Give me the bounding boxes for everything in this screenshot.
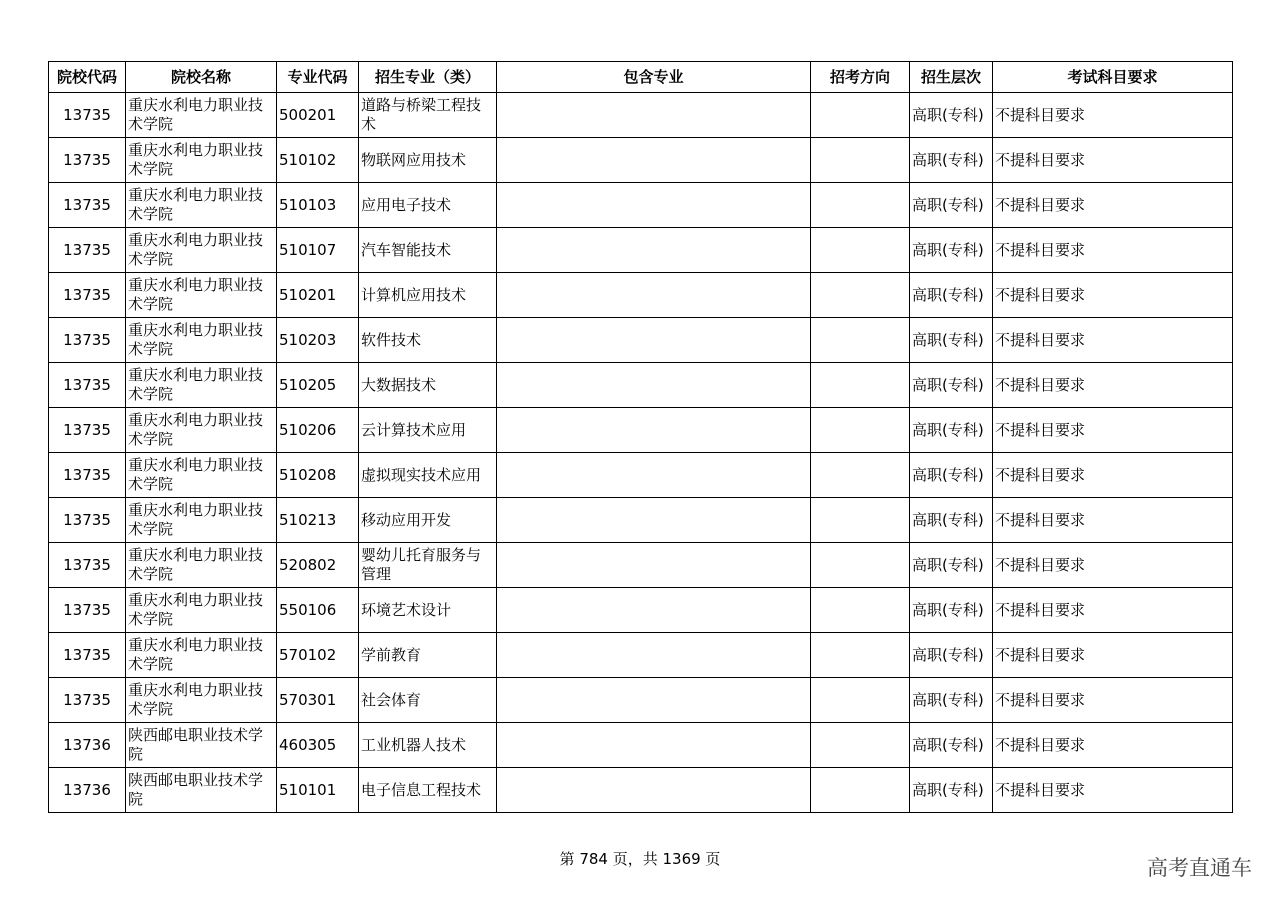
cell-requirement: 不提科目要求 <box>993 408 1233 453</box>
table-row <box>49 678 1233 723</box>
cell-major: 电子信息工程技术 <box>359 768 497 813</box>
cell-requirement: 不提科目要求 <box>993 273 1233 318</box>
cell-school-name: 重庆水利电力职业技术学院 <box>126 408 277 453</box>
cell-direction <box>811 363 910 408</box>
cell-major: 环境艺术设计 <box>359 588 497 633</box>
cell-school-code: 13735 <box>49 318 126 363</box>
cell-major: 移动应用开发 <box>359 498 497 543</box>
cell-level: 高职(专科) <box>910 408 993 453</box>
cell-school-name: 重庆水利电力职业技术学院 <box>126 138 277 183</box>
header-major: 招生专业（类） <box>359 62 497 93</box>
cell-level: 高职(专科) <box>910 768 993 813</box>
cell-level: 高职(专科) <box>910 498 993 543</box>
cell-major-code: 550106 <box>277 588 359 633</box>
cell-major-code: 510201 <box>277 273 359 318</box>
cell-major: 道路与桥梁工程技术 <box>359 93 497 138</box>
cell-major-code: 510107 <box>277 228 359 273</box>
cell-school-code: 13736 <box>49 768 126 813</box>
cell-included-majors <box>497 93 811 138</box>
cell-requirement: 不提科目要求 <box>993 318 1233 363</box>
table-row <box>49 273 1233 318</box>
table-row <box>49 498 1233 543</box>
cell-school-code: 13735 <box>49 498 126 543</box>
cell-school-code: 13735 <box>49 543 126 588</box>
cell-direction <box>811 498 910 543</box>
cell-major-code: 570301 <box>277 678 359 723</box>
table-row <box>49 228 1233 273</box>
cell-direction <box>811 723 910 768</box>
cell-included-majors <box>497 633 811 678</box>
cell-major-code: 510205 <box>277 363 359 408</box>
cell-school-name: 重庆水利电力职业技术学院 <box>126 543 277 588</box>
cell-school-name: 重庆水利电力职业技术学院 <box>126 588 277 633</box>
cell-major-code: 510203 <box>277 318 359 363</box>
cell-included-majors <box>497 543 811 588</box>
cell-requirement: 不提科目要求 <box>993 93 1233 138</box>
cell-direction <box>811 138 910 183</box>
cell-direction <box>811 93 910 138</box>
table-row <box>49 768 1233 813</box>
cell-requirement: 不提科目要求 <box>993 183 1233 228</box>
table-row <box>49 183 1233 228</box>
table-row <box>49 138 1233 183</box>
cell-major-code: 510101 <box>277 768 359 813</box>
cell-major-code: 510102 <box>277 138 359 183</box>
cell-level: 高职(专科) <box>910 588 993 633</box>
cell-level: 高职(专科) <box>910 183 993 228</box>
cell-included-majors <box>497 183 811 228</box>
table-row <box>49 543 1233 588</box>
cell-level: 高职(专科) <box>910 273 993 318</box>
header-school-code: 院校代码 <box>49 62 126 93</box>
cell-level: 高职(专科) <box>910 453 993 498</box>
header-requirement: 考试科目要求 <box>993 62 1233 93</box>
cell-included-majors <box>497 408 811 453</box>
cell-direction <box>811 408 910 453</box>
header-major-code: 专业代码 <box>277 62 359 93</box>
cell-included-majors <box>497 363 811 408</box>
cell-school-name: 重庆水利电力职业技术学院 <box>126 93 277 138</box>
watermark: 高考直通车 <box>1147 856 1252 880</box>
cell-included-majors <box>497 678 811 723</box>
cell-school-name: 重庆水利电力职业技术学院 <box>126 228 277 273</box>
cell-requirement: 不提科目要求 <box>993 543 1233 588</box>
cell-requirement: 不提科目要求 <box>993 768 1233 813</box>
cell-school-name: 重庆水利电力职业技术学院 <box>126 183 277 228</box>
cell-school-code: 13735 <box>49 93 126 138</box>
cell-school-code: 13736 <box>49 723 126 768</box>
cell-level: 高职(专科) <box>910 633 993 678</box>
table-row <box>49 93 1233 138</box>
table-row <box>49 453 1233 498</box>
table-row <box>49 723 1233 768</box>
cell-major: 学前教育 <box>359 633 497 678</box>
header-direction: 招考方向 <box>811 62 910 93</box>
cell-level: 高职(专科) <box>910 93 993 138</box>
cell-requirement: 不提科目要求 <box>993 363 1233 408</box>
cell-school-name: 陕西邮电职业技术学院 <box>126 768 277 813</box>
cell-included-majors <box>497 588 811 633</box>
header-included-majors: 包含专业 <box>497 62 811 93</box>
cell-major: 婴幼儿托育服务与管理 <box>359 543 497 588</box>
cell-requirement: 不提科目要求 <box>993 228 1233 273</box>
cell-direction <box>811 318 910 363</box>
cell-direction <box>811 183 910 228</box>
cell-level: 高职(专科) <box>910 318 993 363</box>
cell-direction <box>811 678 910 723</box>
cell-level: 高职(专科) <box>910 363 993 408</box>
cell-major: 虚拟现实技术应用 <box>359 453 497 498</box>
cell-included-majors <box>497 498 811 543</box>
cell-requirement: 不提科目要求 <box>993 453 1233 498</box>
cell-major: 软件技术 <box>359 318 497 363</box>
cell-school-name: 重庆水利电力职业技术学院 <box>126 633 277 678</box>
table-row <box>49 408 1233 453</box>
cell-requirement: 不提科目要求 <box>993 498 1233 543</box>
cell-school-code: 13735 <box>49 183 126 228</box>
cell-requirement: 不提科目要求 <box>993 588 1233 633</box>
cell-direction <box>811 543 910 588</box>
cell-major-code: 510213 <box>277 498 359 543</box>
cell-included-majors <box>497 318 811 363</box>
cell-school-name: 重庆水利电力职业技术学院 <box>126 318 277 363</box>
table-row <box>49 588 1233 633</box>
cell-requirement: 不提科目要求 <box>993 678 1233 723</box>
table-row <box>49 363 1233 408</box>
header-school-name: 院校名称 <box>126 62 277 93</box>
cell-direction <box>811 273 910 318</box>
cell-major-code: 520802 <box>277 543 359 588</box>
cell-major: 物联网应用技术 <box>359 138 497 183</box>
cell-major: 应用电子技术 <box>359 183 497 228</box>
cell-included-majors <box>497 273 811 318</box>
cell-included-majors <box>497 453 811 498</box>
cell-school-name: 重庆水利电力职业技术学院 <box>126 363 277 408</box>
cell-school-code: 13735 <box>49 138 126 183</box>
cell-major: 云计算技术应用 <box>359 408 497 453</box>
cell-school-code: 13735 <box>49 228 126 273</box>
cell-level: 高职(专科) <box>910 543 993 588</box>
cell-school-name: 重庆水利电力职业技术学院 <box>126 678 277 723</box>
cell-school-code: 13735 <box>49 633 126 678</box>
page-number: 第 784 页，共 1369 页 <box>559 850 721 868</box>
admissions-table <box>48 61 1233 813</box>
cell-direction <box>811 768 910 813</box>
cell-major: 计算机应用技术 <box>359 273 497 318</box>
cell-included-majors <box>497 768 811 813</box>
cell-included-majors <box>497 138 811 183</box>
cell-school-name: 重庆水利电力职业技术学院 <box>126 498 277 543</box>
cell-requirement: 不提科目要求 <box>993 723 1233 768</box>
cell-school-name: 重庆水利电力职业技术学院 <box>126 273 277 318</box>
cell-requirement: 不提科目要求 <box>993 633 1233 678</box>
cell-level: 高职(专科) <box>910 678 993 723</box>
cell-major: 工业机器人技术 <box>359 723 497 768</box>
cell-major-code: 510206 <box>277 408 359 453</box>
cell-level: 高职(专科) <box>910 138 993 183</box>
cell-direction <box>811 588 910 633</box>
cell-major-code: 460305 <box>277 723 359 768</box>
cell-major: 汽车智能技术 <box>359 228 497 273</box>
cell-school-code: 13735 <box>49 453 126 498</box>
cell-major: 社会体育 <box>359 678 497 723</box>
cell-major-code: 510208 <box>277 453 359 498</box>
cell-major-code: 570102 <box>277 633 359 678</box>
cell-included-majors <box>497 723 811 768</box>
cell-level: 高职(专科) <box>910 723 993 768</box>
header-level: 招生层次 <box>910 62 993 93</box>
cell-direction <box>811 453 910 498</box>
cell-direction <box>811 633 910 678</box>
cell-school-name: 重庆水利电力职业技术学院 <box>126 453 277 498</box>
cell-school-code: 13735 <box>49 363 126 408</box>
cell-major: 大数据技术 <box>359 363 497 408</box>
cell-school-name: 陕西邮电职业技术学院 <box>126 723 277 768</box>
cell-school-code: 13735 <box>49 678 126 723</box>
cell-major-code: 500201 <box>277 93 359 138</box>
cell-school-code: 13735 <box>49 408 126 453</box>
cell-major-code: 510103 <box>277 183 359 228</box>
cell-school-code: 13735 <box>49 273 126 318</box>
table-row <box>49 633 1233 678</box>
header-row <box>49 62 1233 93</box>
cell-requirement: 不提科目要求 <box>993 138 1233 183</box>
table-row <box>49 318 1233 363</box>
cell-level: 高职(专科) <box>910 228 993 273</box>
cell-included-majors <box>497 228 811 273</box>
cell-direction <box>811 228 910 273</box>
cell-school-code: 13735 <box>49 588 126 633</box>
